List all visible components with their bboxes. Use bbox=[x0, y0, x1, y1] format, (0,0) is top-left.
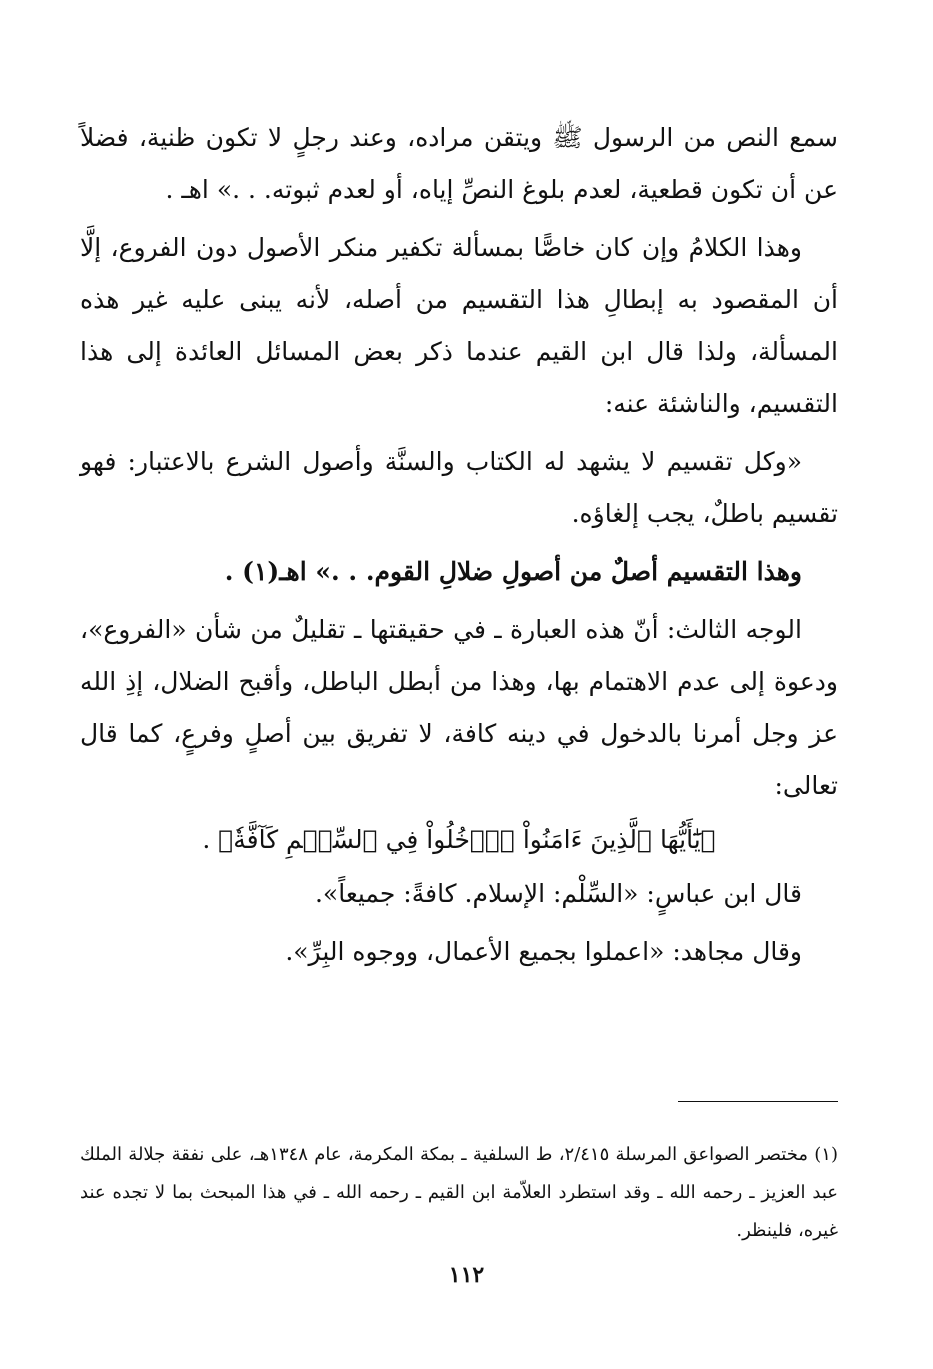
footnote: (١) مختصر الصواعق المرسلة ٢/٤١٥، ط السلفية ـ بمكة المكرمة، عام ١٣٤٨هـ، على نفقة جلالة الملك عبد العزيز ـ رحمه الله ـ وقد استطرد العلاّمة ابن القيم ـ رحمه الله ـ في هذا المبحث بما لا تجده عند غيره، فلينظر. bbox=[80, 1144, 838, 1241]
paragraph-discussion: وهذا الكلامُ وإن كان خاصًّا بمسألة تكفير منكر الأصول دون الفروع، إلَّا أن المقصود به إبطالِ هذا التقسيم من أصله، لأنه يبنى عليه غير هذه المسألة، ولذا قال ابن القيم عندما ذكر بعض المسائل العائدة إلى هذا التقسيم، والناشئة عنه: bbox=[80, 233, 838, 418]
main-text bbox=[80, 112, 838, 978]
paragraph-bold-statement: وهذا التقسيم أصلٌ من أصولِ ضلالِ القوم. . .» اهـ(١) . bbox=[224, 557, 802, 586]
paragraph-ibn-qayyim-quote: «وكل تقسيم لا يشهد له الكتاب والسنَّة وأصول الشرع بالاعتبار: فهو تقسيم باطلٌ، يجب إلغاؤه. bbox=[80, 447, 838, 528]
page-number: ١١٢ bbox=[448, 1262, 485, 1288]
footnote-divider bbox=[678, 1101, 838, 1102]
quran-verse: ﴿يَٰٓأَيُّهَا ٱلَّذِينَ ءَامَنُواْ ٱدۡخُلُواْ فِي ٱلسِّلۡمِ كَآفَّةٗ﴾ . bbox=[202, 825, 716, 854]
paragraph-mujahid: وقال مجاهد: «اعملوا بجميع الأعمال، ووجوه البِرِّ». bbox=[285, 937, 802, 966]
paragraph-quote-end: سمع النص من الرسول ﷺ ويتقن مراده، وعند رجلٍ لا تكون ظنية، فضلاً عن أن تكون قطعية، لعدم بلوغ النصِّ إياه، أو لعدم ثبوته. . .» اهـ . bbox=[80, 123, 838, 204]
paragraph-ibn-abbas: قال ابن عباسٍ: «السِّلْم: الإسلام. كافةً: جميعاً». bbox=[314, 879, 802, 908]
paragraph-third-aspect: الوجه الثالث: أنّ هذه العبارة ـ في حقيقتها ـ تقليلٌ من شأن «الفروع»، ودعوة إلى عدم الاهتمام بها، وهذا من أبطل الباطل، وأقبح الضلال، إذِ الله عز وجل أمرنا بالدخول في دينه كافة، لا تفريق بين أصلٍ وفرعٍ، كما قال تعالى: bbox=[80, 615, 838, 800]
